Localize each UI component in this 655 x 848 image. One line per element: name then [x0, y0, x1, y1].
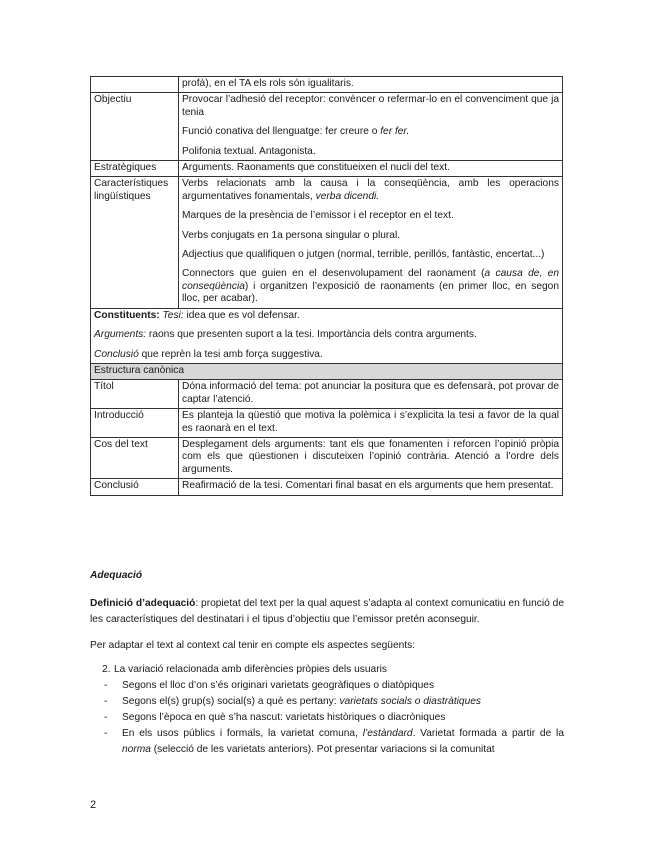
row-label: Cos del text: [91, 437, 179, 478]
intro-paragraph: Per adaptar el text al context cal tenir en compte els aspectes següents:: [90, 640, 416, 651]
list-item: - Segons el lloc d’on s’és originari varietats geogràfiques o diatòpiques: [104, 680, 435, 691]
list-item: - Segons l’època en què s’ha nascut: varietats històriques o diacròniques: [104, 712, 446, 723]
table-row: [91, 479, 563, 495]
table-row: [91, 363, 563, 379]
text-typology-table: [90, 76, 563, 496]
table-cell: Desplegament dels arguments: tant els que fonamenten i reforcen l’opinió pròpia com els que qüestionen i discuteixen l’opinió contrària. Atenció a l’ordre dels arguments.: [179, 437, 563, 478]
table-row: [91, 308, 563, 363]
section-title: Adequació: [90, 570, 143, 581]
table-row: [91, 161, 563, 177]
row-label: Introducció: [91, 409, 179, 438]
table-cell: profà), en el TA els rols són igualitaris.: [179, 77, 563, 93]
list-item: 2. La variació relacionada amb diferències pròpies dels usuaris: [102, 664, 387, 675]
page-number: 2: [90, 799, 97, 811]
table-cell: Verbs relacionats amb la causa i la conseqüència, amb les operacions argumentatives fonamentals, verba dicendi. Marques de la presència de l’emissor i el receptor en el text. Verbs conjugats en 1a persona singular o plural. Adjectius que qualifiquen o jutgen (normal, terrible, perillós, fantàstic, encertat...) Connectors que guien en el desenvolupament del raonament (a causa de, en conseqüència) i organitzen l’exposició de raonaments (en primer lloc, en segon lloc, per acabar).: [179, 177, 563, 308]
table-cell: Provocar l’adhesió del receptor: convèncer o refermar-lo en el convenciment que ja tenia Funció conativa del llenguatge: fer creure o fer fer. Polifonia textual. Antagonista.: [179, 93, 563, 161]
list-item: - Segons el(s) grup(s) social(s) a què es pertany: varietats socials o diastràtiques: [104, 696, 481, 707]
row-label: Títol: [91, 380, 179, 409]
table-cell: Reafirmació de la tesi. Comentari final basat en els arguments que hem presentat.: [179, 479, 563, 495]
variation-list: [90, 662, 564, 758]
table-row: [91, 177, 563, 308]
constituents-cell: Constituents: Tesi: idea que es vol defensar. Arguments: raons que presenten suport a la tesi. Importància dels contra arguments. Conclusió que reprèn la tesi amb força suggestiva.: [91, 308, 563, 363]
definition-paragraph: Definició d’adequació: propietat del text per la qual aquest s’adapta al context comunicatiu en funció de les característiques del destinatari i el tipus d’objectiu que l’emissor pretén aconseguir.: [90, 598, 564, 625]
row-label: Conclusió: [91, 479, 179, 495]
table-row: [91, 409, 563, 438]
row-label: Característiques lingüístiques: [91, 177, 179, 308]
table-row: [91, 77, 563, 93]
table-row: [91, 437, 563, 478]
table-cell: Arguments. Raonaments que constitueixen el nucli del text.: [179, 161, 563, 177]
list-item: - En els usos públics i formals, la varietat comuna, l’estàndard. Varietat formada a partir de la norma (selecció de les varietats anteriors). Pot presentar variacions si la comunitat: [104, 728, 564, 755]
section-header-cell: Estructura canònica: [91, 363, 563, 379]
table-cell: Es planteja la qüestió que motiva la polèmica i s’explicita la tesi a favor de la qual es raonarà en el text.: [179, 409, 563, 438]
row-label: Objectiu: [91, 93, 179, 161]
row-label: Estratègiques: [91, 161, 179, 177]
table-row: [91, 380, 563, 409]
table-cell: Dóna informació del tema: pot anunciar la positura que es defensarà, pot provar de captar l’atenció.: [179, 380, 563, 409]
table-row: [91, 93, 563, 161]
